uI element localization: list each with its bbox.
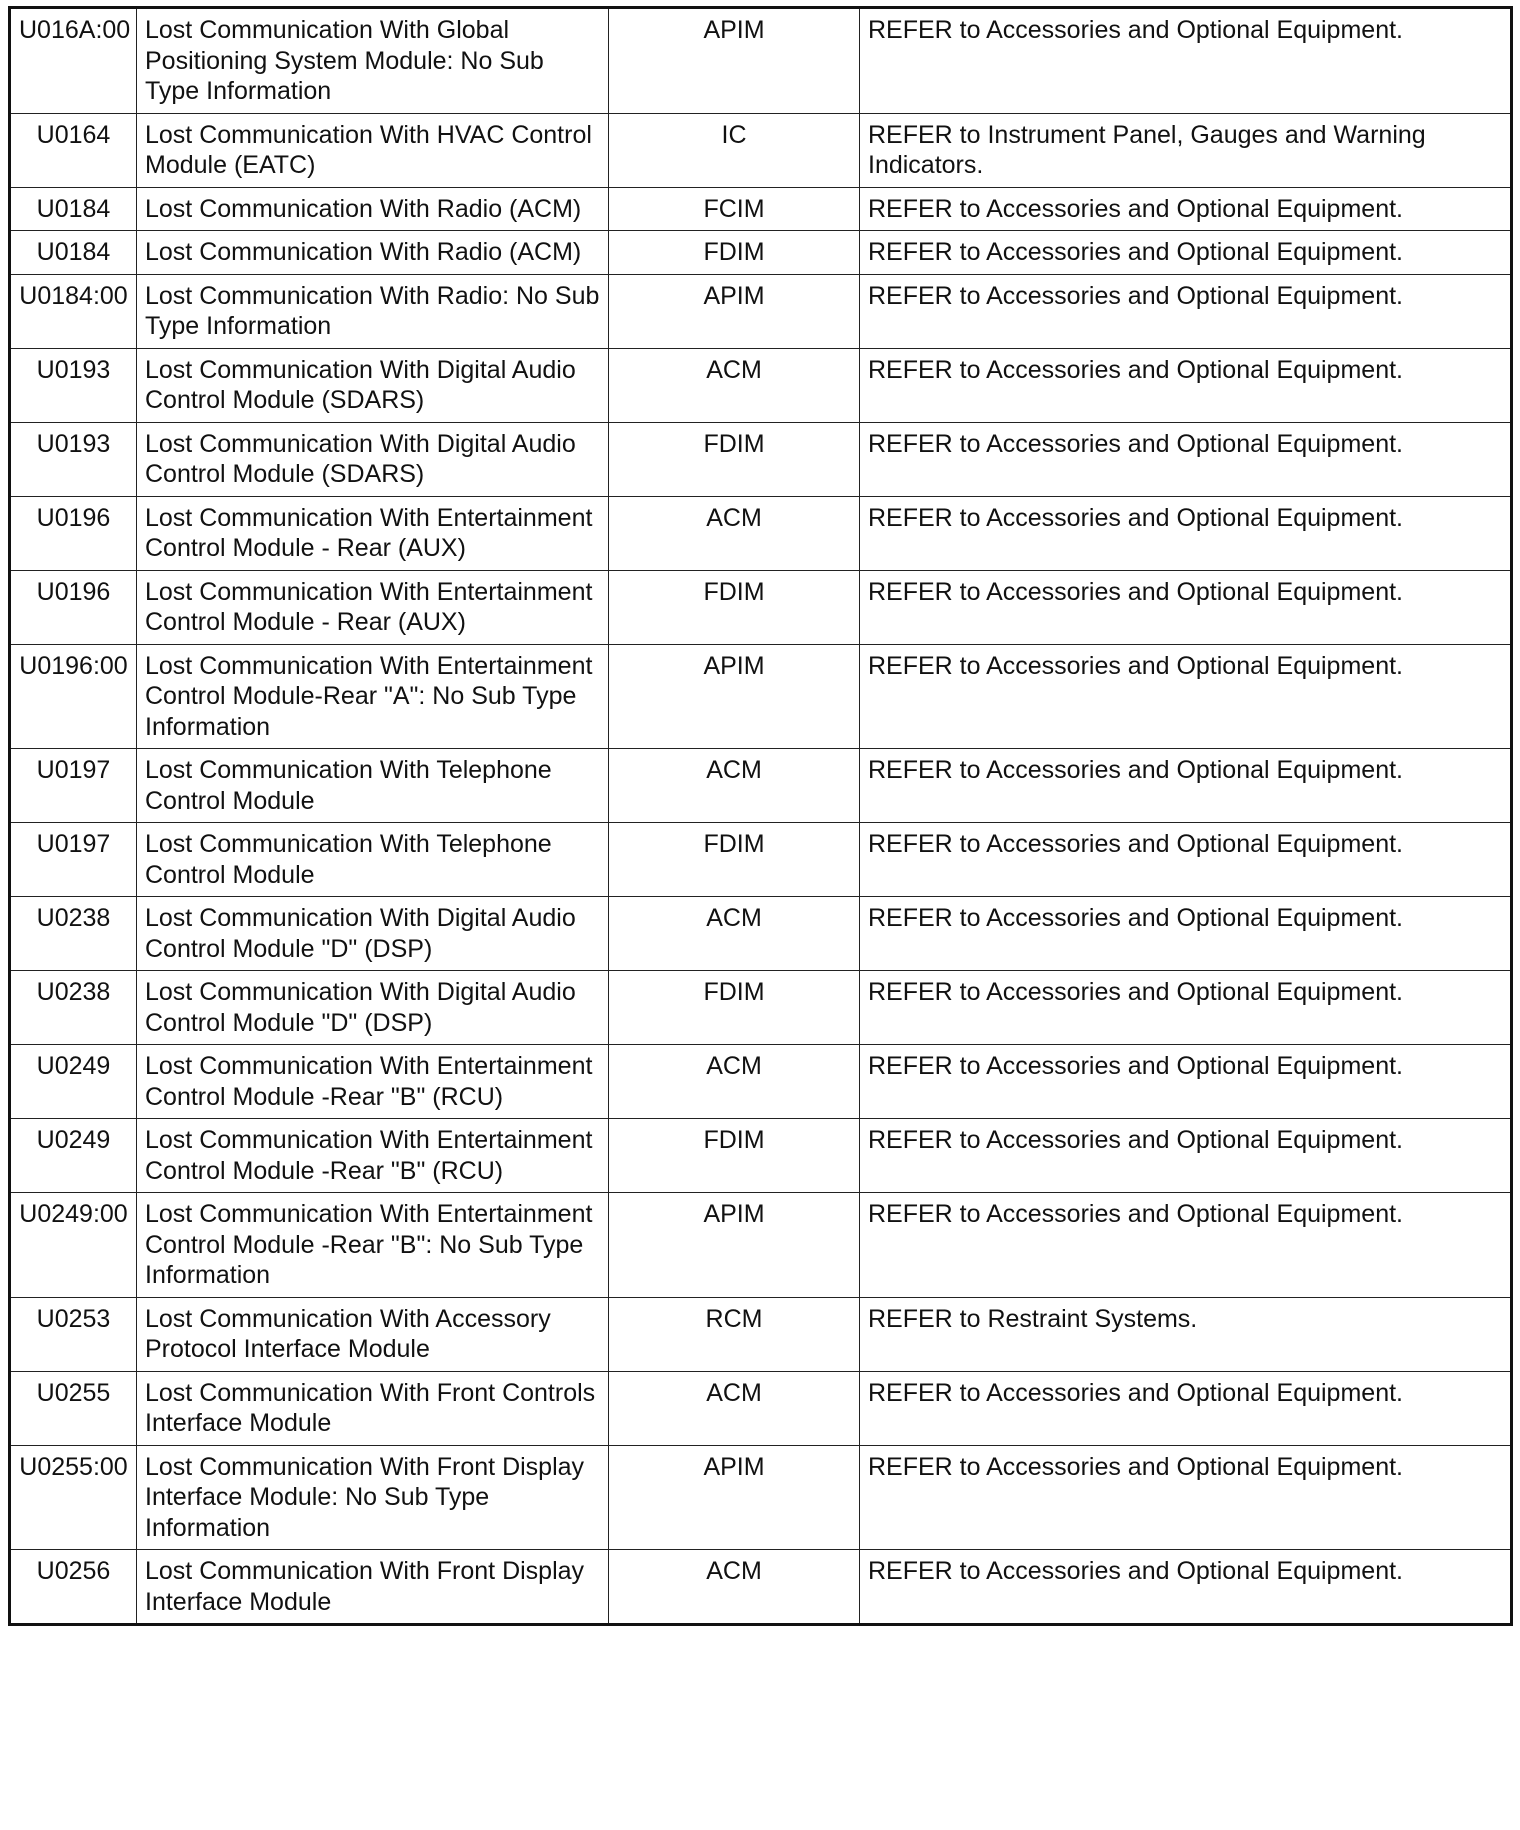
- dtc-module: FDIM: [609, 971, 860, 1045]
- dtc-module: FDIM: [609, 823, 860, 897]
- dtc-code: U0197: [10, 823, 137, 897]
- dtc-description: Lost Communication With Telephone Control Module: [137, 749, 609, 823]
- dtc-action: REFER to Instrument Panel, Gauges and Warning Indicators.: [860, 113, 1512, 187]
- dtc-action: REFER to Accessories and Optional Equipment.: [860, 1550, 1512, 1625]
- dtc-code: U0255:00: [10, 1445, 137, 1550]
- dtc-description: Lost Communication With Digital Audio Control Module (SDARS): [137, 422, 609, 496]
- dtc-code: U0196:00: [10, 644, 137, 749]
- dtc-module: APIM: [609, 8, 860, 114]
- dtc-description: Lost Communication With Digital Audio Control Module "D" (DSP): [137, 897, 609, 971]
- table-row: [10, 1193, 1512, 1298]
- table-row: [10, 971, 1512, 1045]
- table-row: [10, 823, 1512, 897]
- dtc-module: FDIM: [609, 231, 860, 275]
- dtc-module: FDIM: [609, 570, 860, 644]
- dtc-action: REFER to Accessories and Optional Equipment.: [860, 1045, 1512, 1119]
- dtc-module: ACM: [609, 1371, 860, 1445]
- table-row: [10, 897, 1512, 971]
- dtc-module: ACM: [609, 348, 860, 422]
- dtc-action: REFER to Accessories and Optional Equipment.: [860, 274, 1512, 348]
- dtc-code: U0238: [10, 897, 137, 971]
- dtc-action: REFER to Accessories and Optional Equipment.: [860, 187, 1512, 231]
- dtc-action: REFER to Accessories and Optional Equipment.: [860, 1371, 1512, 1445]
- dtc-module: APIM: [609, 1445, 860, 1550]
- table-row: [10, 570, 1512, 644]
- table-row: [10, 644, 1512, 749]
- dtc-module: ACM: [609, 1045, 860, 1119]
- dtc-code: U0196: [10, 570, 137, 644]
- dtc-code: U0184: [10, 187, 137, 231]
- dtc-code: U0184:00: [10, 274, 137, 348]
- dtc-action: REFER to Accessories and Optional Equipment.: [860, 231, 1512, 275]
- table-row: [10, 422, 1512, 496]
- dtc-description: Lost Communication With Radio (ACM): [137, 231, 609, 275]
- dtc-code: U0255: [10, 1371, 137, 1445]
- dtc-code: U0256: [10, 1550, 137, 1625]
- dtc-description: Lost Communication With Global Positioning System Module: No Sub Type Information: [137, 8, 609, 114]
- dtc-description: Lost Communication With Telephone Control Module: [137, 823, 609, 897]
- dtc-code: U016A:00: [10, 8, 137, 114]
- dtc-module: FDIM: [609, 1119, 860, 1193]
- dtc-module: IC: [609, 113, 860, 187]
- dtc-action: REFER to Accessories and Optional Equipment.: [860, 496, 1512, 570]
- dtc-description: Lost Communication With Entertainment Control Module -Rear "B" (RCU): [137, 1045, 609, 1119]
- dtc-module: FDIM: [609, 422, 860, 496]
- dtc-table-page: [8, 6, 1513, 1626]
- dtc-description: Lost Communication With Entertainment Control Module -Rear "B": No Sub Type Information: [137, 1193, 609, 1298]
- dtc-code: U0164: [10, 113, 137, 187]
- dtc-action: REFER to Accessories and Optional Equipment.: [860, 422, 1512, 496]
- dtc-action: REFER to Accessories and Optional Equipment.: [860, 823, 1512, 897]
- dtc-description: Lost Communication With Radio: No Sub Type Information: [137, 274, 609, 348]
- dtc-description: Lost Communication With Radio (ACM): [137, 187, 609, 231]
- dtc-code: U0193: [10, 422, 137, 496]
- dtc-module: ACM: [609, 496, 860, 570]
- table-row: [10, 113, 1512, 187]
- table-row: [10, 1045, 1512, 1119]
- dtc-description: Lost Communication With Accessory Protocol Interface Module: [137, 1297, 609, 1371]
- table-row: [10, 749, 1512, 823]
- dtc-description: Lost Communication With Entertainment Control Module -Rear "B" (RCU): [137, 1119, 609, 1193]
- dtc-description: Lost Communication With Digital Audio Control Module "D" (DSP): [137, 971, 609, 1045]
- dtc-code: U0238: [10, 971, 137, 1045]
- dtc-description: Lost Communication With Front Controls Interface Module: [137, 1371, 609, 1445]
- table-row: [10, 496, 1512, 570]
- dtc-module: FCIM: [609, 187, 860, 231]
- dtc-description: Lost Communication With Entertainment Control Module-Rear "A": No Sub Type Information: [137, 644, 609, 749]
- dtc-module: APIM: [609, 274, 860, 348]
- dtc-code: U0249: [10, 1045, 137, 1119]
- dtc-action: REFER to Accessories and Optional Equipment.: [860, 570, 1512, 644]
- dtc-action: REFER to Accessories and Optional Equipment.: [860, 348, 1512, 422]
- table-row: [10, 274, 1512, 348]
- dtc-code: U0197: [10, 749, 137, 823]
- dtc-table-body: [10, 8, 1512, 1625]
- dtc-action: REFER to Accessories and Optional Equipment.: [860, 1193, 1512, 1298]
- dtc-action: REFER to Accessories and Optional Equipment.: [860, 749, 1512, 823]
- dtc-module: APIM: [609, 644, 860, 749]
- table-row: [10, 1445, 1512, 1550]
- dtc-code: U0193: [10, 348, 137, 422]
- dtc-action: REFER to Accessories and Optional Equipment.: [860, 897, 1512, 971]
- dtc-action: REFER to Accessories and Optional Equipment.: [860, 644, 1512, 749]
- table-row: [10, 1119, 1512, 1193]
- dtc-code: U0184: [10, 231, 137, 275]
- dtc-action: REFER to Restraint Systems.: [860, 1297, 1512, 1371]
- dtc-action: REFER to Accessories and Optional Equipment.: [860, 971, 1512, 1045]
- dtc-description: Lost Communication With Front Display Interface Module: [137, 1550, 609, 1625]
- dtc-code: U0249:00: [10, 1193, 137, 1298]
- dtc-module: APIM: [609, 1193, 860, 1298]
- dtc-action: REFER to Accessories and Optional Equipment.: [860, 1119, 1512, 1193]
- dtc-module: ACM: [609, 1550, 860, 1625]
- dtc-module: ACM: [609, 897, 860, 971]
- table-row: [10, 187, 1512, 231]
- dtc-action: REFER to Accessories and Optional Equipment.: [860, 1445, 1512, 1550]
- table-row: [10, 348, 1512, 422]
- dtc-description: Lost Communication With Front Display Interface Module: No Sub Type Information: [137, 1445, 609, 1550]
- dtc-action: REFER to Accessories and Optional Equipment.: [860, 8, 1512, 114]
- table-row: [10, 8, 1512, 114]
- dtc-table: [8, 6, 1513, 1626]
- dtc-description: Lost Communication With HVAC Control Module (EATC): [137, 113, 609, 187]
- dtc-module: RCM: [609, 1297, 860, 1371]
- dtc-description: Lost Communication With Entertainment Control Module - Rear (AUX): [137, 496, 609, 570]
- dtc-description: Lost Communication With Digital Audio Control Module (SDARS): [137, 348, 609, 422]
- dtc-code: U0253: [10, 1297, 137, 1371]
- dtc-code: U0249: [10, 1119, 137, 1193]
- dtc-module: ACM: [609, 749, 860, 823]
- dtc-code: U0196: [10, 496, 137, 570]
- table-row: [10, 1297, 1512, 1371]
- dtc-description: Lost Communication With Entertainment Control Module - Rear (AUX): [137, 570, 609, 644]
- table-row: [10, 1550, 1512, 1625]
- table-row: [10, 1371, 1512, 1445]
- table-row: [10, 231, 1512, 275]
